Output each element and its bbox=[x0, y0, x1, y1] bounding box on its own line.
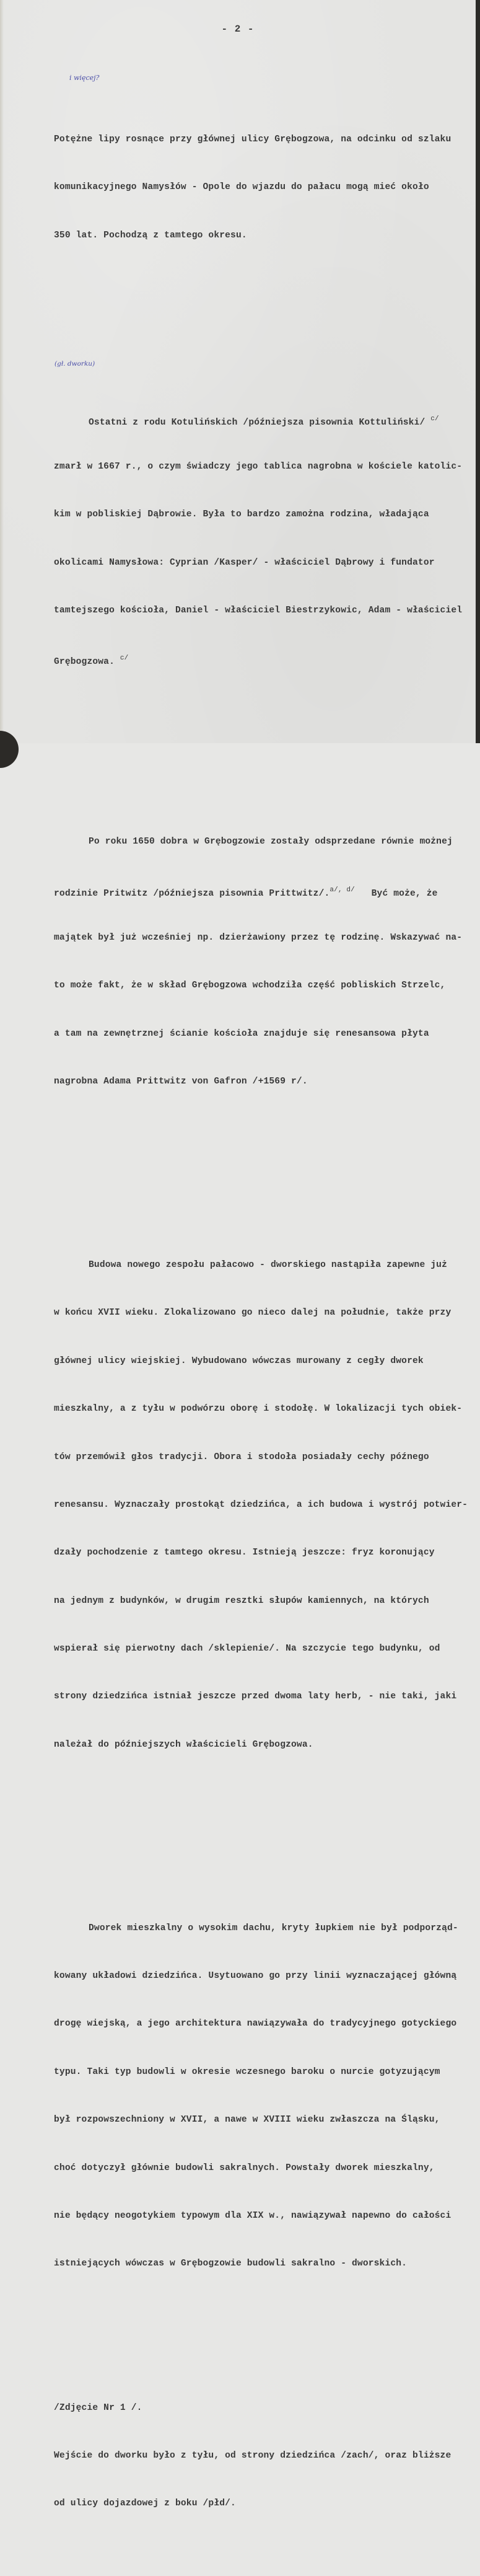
handwritten-annotation: (gł. dworku) bbox=[55, 360, 95, 368]
text-line: a tam na zewnętrznej ścianie kościoła znajduje się renesansowa płyta bbox=[54, 1028, 429, 1039]
text-line: zmarł w 1667 r., o czym świadczy jego tablica nagrobna w kościele katolic- bbox=[54, 461, 463, 472]
text-line bbox=[54, 412, 469, 428]
text-line: 350 lat. Pochodzą z tamtego okresu. bbox=[54, 230, 247, 240]
text-line: majątek był już wcześniej np. dzierżawiony przez tę rodzinę. Wskazywać na- bbox=[54, 933, 463, 943]
text-line: od ulicy dojazdowej z boku /płd/. bbox=[54, 2499, 236, 2509]
text-line: okolicami Namysłowa: Cyprian /Kasper/ - właściciel Dąbrowy i fundator bbox=[54, 557, 435, 568]
text-line: typu. Taki typ budowli w okresie wczesnego baroku o nurcie gotyzującym bbox=[54, 2067, 440, 2077]
text-line: w końcu XVII wieku. Zlokalizowano go nieco dalej na południe, także przy bbox=[54, 1308, 452, 1318]
text-line: nagrobna Adama Prittwitz von Gafron /+1569 r/. bbox=[54, 1077, 308, 1087]
text-line: drogę wiejską, a jego architektura nawiązywała do tradycyjnego gotyckiego bbox=[54, 2019, 457, 2029]
text-line-tail: Być może, że bbox=[371, 888, 438, 899]
paragraph-2 bbox=[54, 379, 469, 699]
text-line: Dworek mieszkalny o wysokim dachu, kryty łupkiem nie był podporząd- bbox=[89, 1923, 458, 1933]
page-left-edge bbox=[0, 0, 4, 743]
footnote-ref: c/ bbox=[430, 415, 439, 423]
text-line bbox=[54, 651, 469, 667]
paragraph-4 bbox=[54, 1225, 469, 1785]
text-line: komunikacyjnego Namysłów - Opole do wjazdu do pałacu mogą mieć około bbox=[54, 182, 429, 193]
text-line: tów przemówił głos tradycji. Obora i stodoła posiadały cechy późnego bbox=[54, 1452, 429, 1462]
paragraph-1 bbox=[54, 100, 469, 276]
paragraph-6 bbox=[54, 2368, 469, 2544]
text-line-content: rodzinie Pritwitz /późniejsza pisownia Prittwitz/. bbox=[54, 888, 330, 899]
page-number: - 2 - bbox=[221, 24, 255, 35]
text-line: Potężne lipy rosnące przy głównej ulicy Grębogzowa, na odcinku od szlaku bbox=[54, 134, 452, 144]
text-line: na jednym z budynków, w drugim resztki słupów kamiennych, na których bbox=[54, 1595, 429, 1606]
text-line: to może fakt, że w skład Grębogzowa wchodziła część pobliskich Strzelc, bbox=[54, 981, 446, 991]
text-line: nie będący neogotykiem typowym dla XIX w., nawiązywał napewno do całości bbox=[54, 2210, 452, 2221]
page-right-edge bbox=[476, 0, 480, 743]
text-line: był rozpowszechniony w XVII, a nawe w XVIII wieku zwłaszcza na Śląsku, bbox=[54, 2115, 440, 2125]
text-line: wspierał się pierwotny dach /sklepienie/. Na szczycie tego budynku, od bbox=[54, 1644, 440, 1654]
paragraph-3 bbox=[54, 803, 469, 1123]
photo-reference: /Zdjęcie Nr 1 /. bbox=[54, 2402, 142, 2413]
text-line-content: Ostatni z rodu Kotulińskich /późniejsza pisownia Kottuliński/ bbox=[89, 417, 425, 428]
text-line: renesansu. Wyznaczały prostokąt dziedzińca, a ich budowa i wystrój potwier- bbox=[54, 1499, 468, 1510]
text-line: mieszkalny, a z tyłu w podwórzu oborę i stodołę. W lokalizacji tych obiek- bbox=[54, 1404, 463, 1414]
text-line: tamtejszego kościoła, Daniel - właściciel Biestrzykowic, Adam - właściciel bbox=[54, 606, 463, 616]
text-line: kim w pobliskiej Dąbrowie. Była to bardzo zamożna rodzina, władająca bbox=[54, 509, 429, 520]
footnote-ref: c/ bbox=[120, 655, 129, 663]
footnote-ref: a/, d/ bbox=[329, 886, 355, 894]
text-line: choć dotyczył głównie budowli sakralnych. Powstały dworek mieszkalny, bbox=[54, 2163, 435, 2173]
text-line: Budowa nowego zespołu pałacowo - dworskiego nastąpiła zapewne już bbox=[89, 1259, 447, 1270]
text-line bbox=[54, 883, 469, 899]
text-line: istniejących wówczas w Grębogzowie budowli sakralno - dworskich. bbox=[54, 2259, 408, 2269]
text-line: Wejście do dworku było z tyłu, od strony dziedzińca /zach/, oraz bliższe bbox=[54, 2450, 452, 2461]
scan-corner-shadow bbox=[0, 731, 19, 768]
text-line: dzały pochodzenie z tamtego okresu. Istnieją jeszcze: fryz koronujący bbox=[54, 1548, 435, 1558]
text-line-content: Grębogzowa. bbox=[54, 657, 115, 668]
paragraph-5 bbox=[54, 1889, 469, 2305]
text-line: należał do późniejszych właścicieli Grębogzowa. bbox=[54, 1739, 313, 1750]
text-line: głównej ulicy wiejskiej. Wybudowano wówczas murowany z cegły dworek bbox=[54, 1356, 424, 1366]
text-line: kowany układowi dziedzińca. Usytuowano go przy linii wyznaczającej główną bbox=[54, 1971, 457, 1982]
handwritten-annotation: i więcej? bbox=[69, 74, 100, 82]
document-body bbox=[54, 52, 469, 2576]
text-line: strony dziedzińca istniał jeszcze przed dwoma laty herb, - nie taki, jaki bbox=[54, 1692, 457, 1702]
text-line: Po roku 1650 dobra w Grębogzowie zostały odsprzedane równie możnej bbox=[89, 837, 453, 847]
